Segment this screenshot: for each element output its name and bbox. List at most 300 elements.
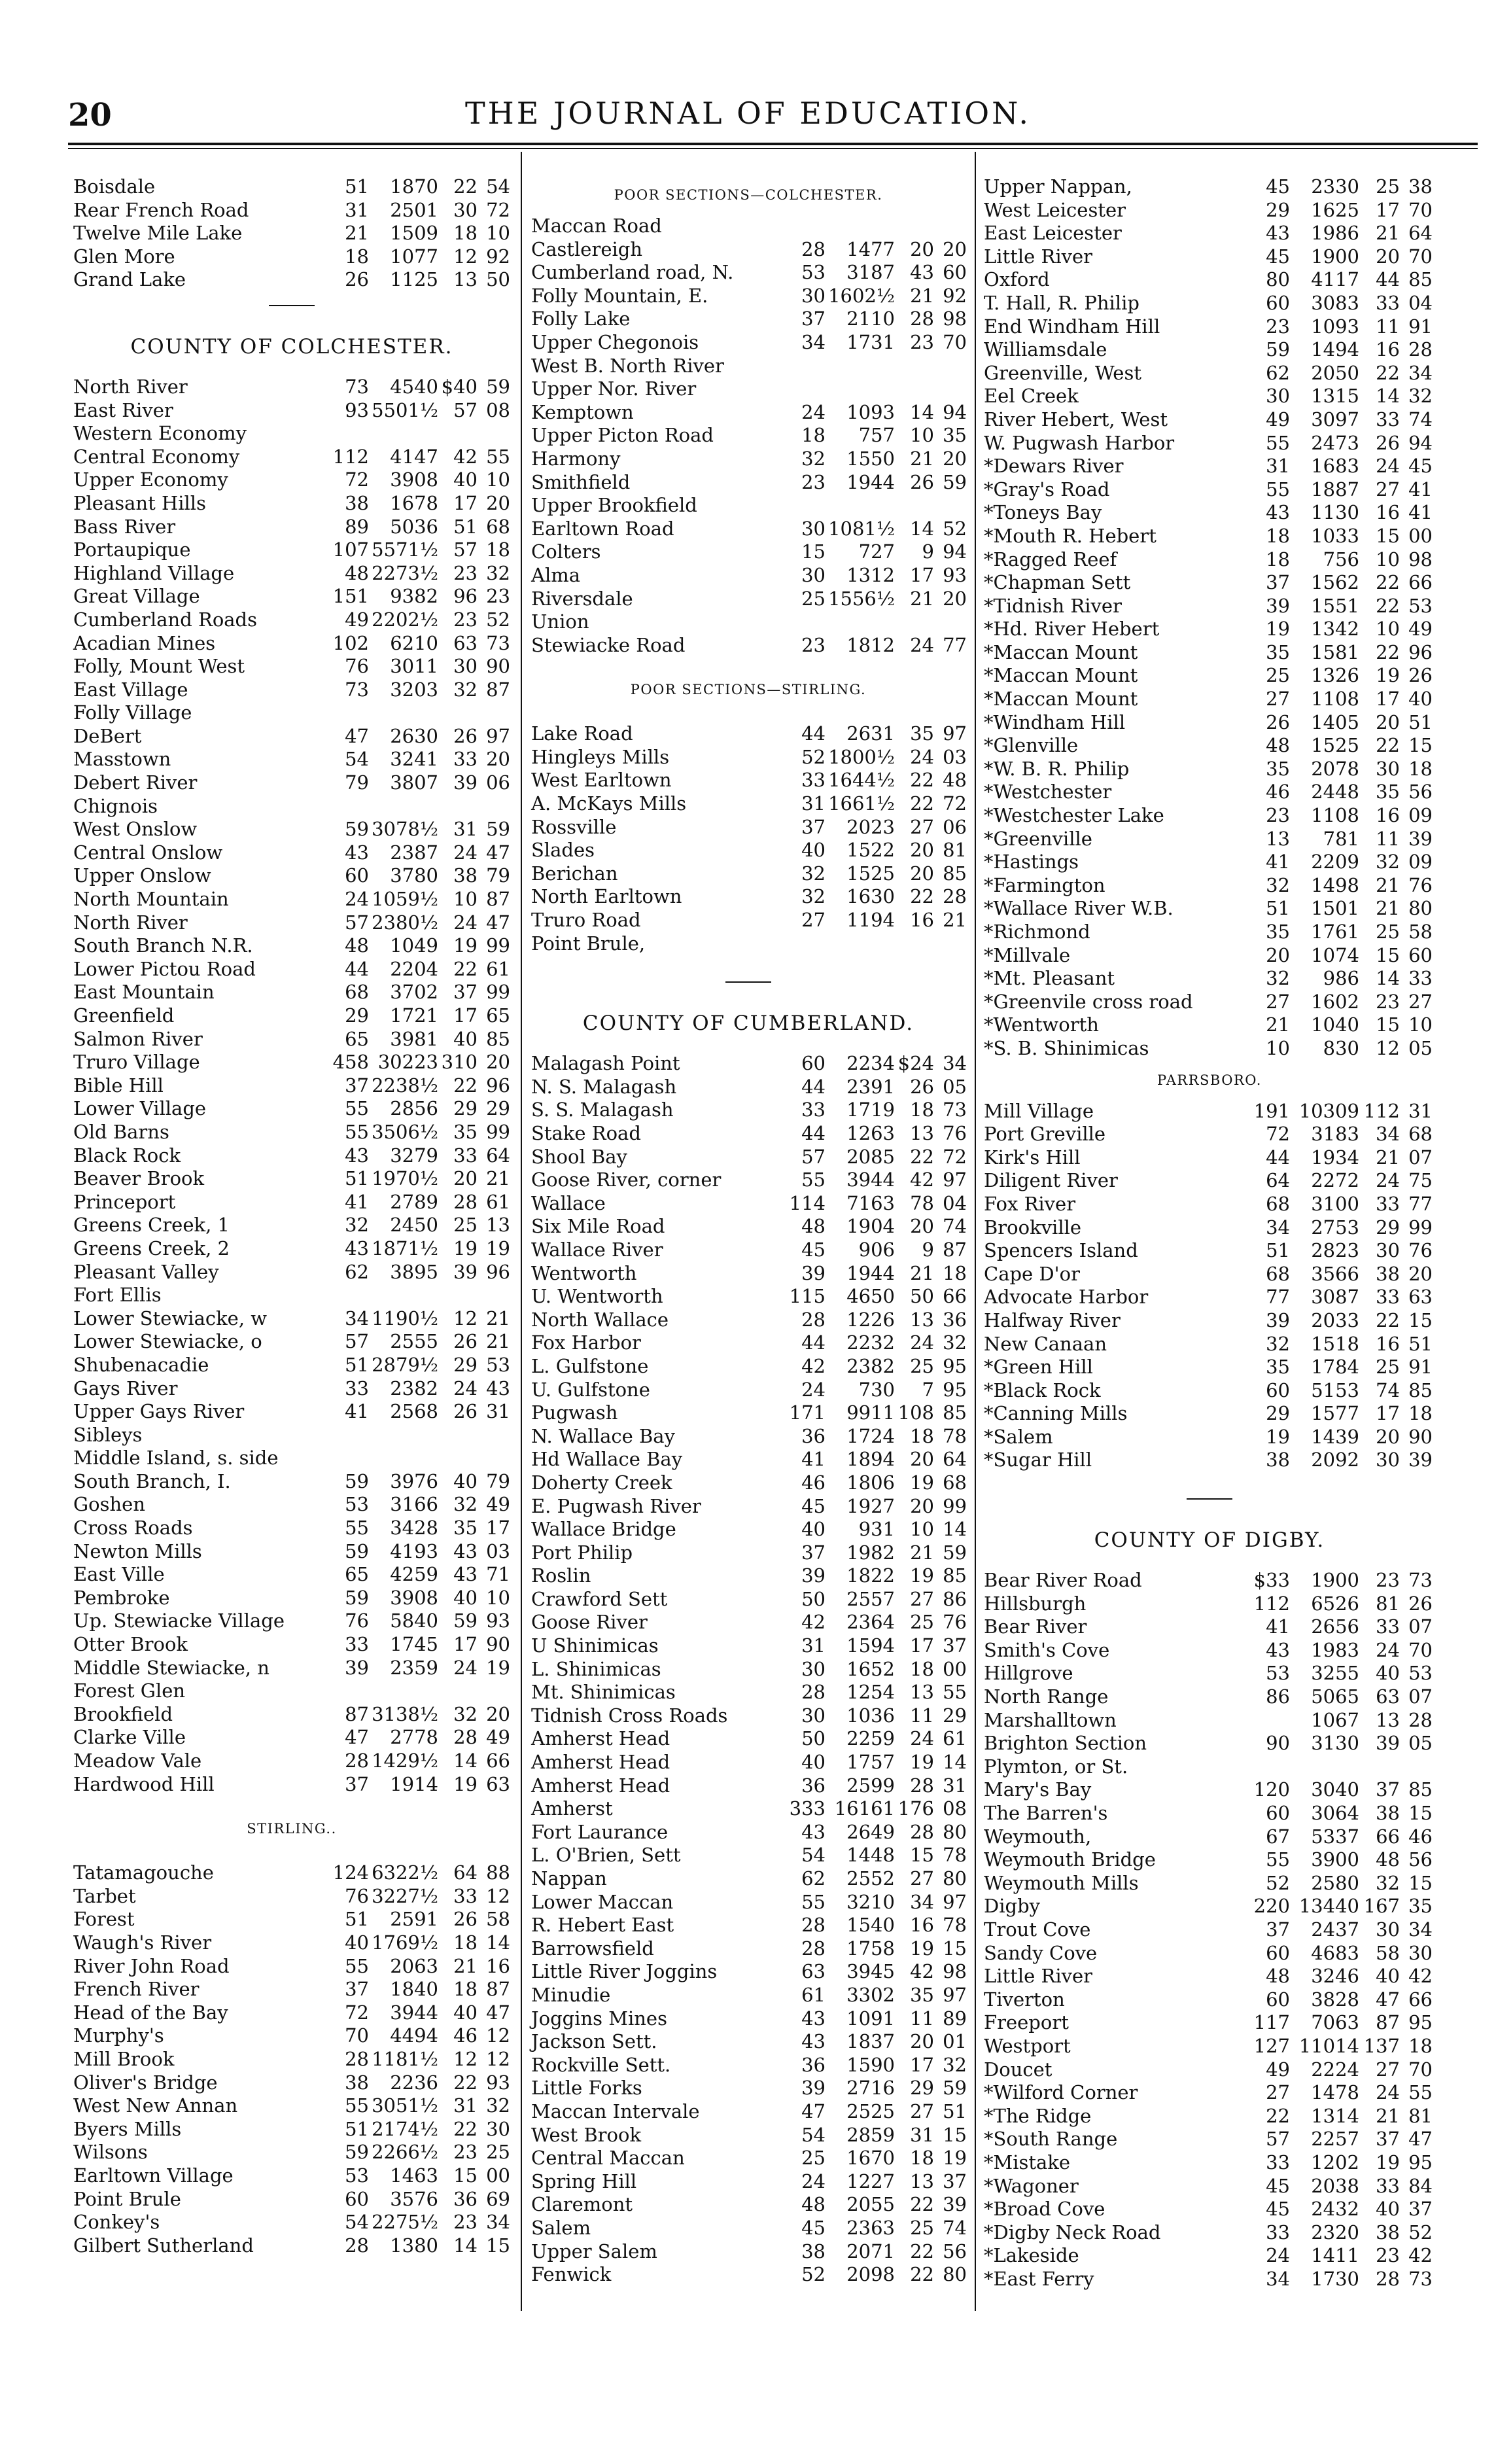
- value-cell-v3: 22: [1376, 594, 1400, 617]
- value-cell-v3: 35: [453, 1517, 478, 1540]
- value-cell-v4: 42: [1408, 1965, 1433, 1988]
- value-cell-v1: 60: [345, 2187, 369, 2210]
- value-cell-v4: 64: [1408, 222, 1433, 245]
- value-cell-v1: 458: [332, 1051, 369, 1074]
- value-cell-v3: 34: [910, 1890, 934, 1913]
- table-row: [73, 725, 510, 748]
- value-cell-v3: 26: [910, 1075, 934, 1098]
- value-cell-v1: 13: [1266, 827, 1290, 850]
- value-cell-v2: 5571½: [372, 538, 438, 561]
- value-cell-v1: 29: [1266, 198, 1290, 221]
- value-cell-v3: 27: [910, 1867, 934, 1890]
- value-cell-v3: 30: [1376, 1449, 1400, 1471]
- value-cell-v1: 38: [345, 491, 369, 514]
- value-cell-v2: 1594: [846, 1634, 895, 1657]
- value-cell-v4: 10: [1408, 1013, 1433, 1036]
- value-cell-v4: 69: [486, 2187, 510, 2210]
- value-cell-v2: 4540: [390, 375, 438, 398]
- section-name: T. Hall, R. Philip: [984, 291, 1139, 314]
- value-cell-v3: 35: [910, 722, 934, 745]
- value-cell-v4: 91: [1408, 315, 1433, 338]
- value-cell-v4: 03: [943, 745, 967, 768]
- value-cell-v3: 19: [453, 1772, 478, 1795]
- section-name: Spring Hill: [531, 2170, 637, 2192]
- spacer: [984, 1472, 1435, 1485]
- value-cell-v4: 97: [486, 724, 510, 747]
- value-cell-v1: 26: [345, 268, 369, 291]
- value-cell-v1: 59: [345, 1470, 369, 1492]
- value-cell-v2: 2174½: [372, 2117, 438, 2140]
- section-name: Amherst Head: [531, 1727, 670, 1750]
- value-cell-v3: 21: [1376, 2104, 1400, 2127]
- value-cell-v2: 1556½: [828, 587, 895, 610]
- value-cell-v2: 3944: [846, 1169, 895, 1191]
- section-divider: [73, 292, 510, 318]
- table-row: [531, 1331, 965, 1355]
- value-cell-v4: 18: [1408, 1402, 1433, 1425]
- value-cell-v4: 77: [1408, 1192, 1433, 1215]
- section-name: East Village: [73, 678, 188, 701]
- value-cell-v4: 99: [486, 934, 510, 957]
- section-name: *Maccan Mount: [984, 688, 1138, 711]
- value-cell-v3: 33: [1376, 1615, 1400, 1638]
- value-cell-v4: 43: [486, 1377, 510, 1399]
- value-cell-v4: 71: [486, 1563, 510, 1586]
- value-cell-v1: 115: [789, 1285, 826, 1308]
- section-name: U Shinimicas: [531, 1634, 659, 1657]
- value-cell-v2: 1059½: [372, 888, 438, 911]
- table-row: [73, 1703, 510, 1727]
- value-cell-v3: 18: [910, 2147, 934, 2170]
- table-row: [984, 2244, 1435, 2268]
- value-cell-v4: 87: [486, 1978, 510, 2001]
- section-name: Bear River: [984, 1615, 1087, 1638]
- value-cell-v3: 17: [1376, 688, 1400, 711]
- table-row: [984, 758, 1435, 781]
- value-cell-v3: 29: [910, 2077, 934, 2100]
- value-cell-v3: 20: [910, 1448, 934, 1471]
- value-cell-v3: 28: [910, 1820, 934, 1843]
- value-cell-v2: 2437: [1311, 1918, 1359, 1941]
- value-cell-v2: 1721: [390, 1004, 438, 1027]
- value-cell-v1: 53: [801, 261, 826, 284]
- value-cell-v1: 55: [801, 1169, 826, 1191]
- value-cell-v1: 32: [345, 1214, 369, 1237]
- value-cell-v4: 70: [1408, 1638, 1433, 1661]
- value-cell-v2: 1130: [1311, 501, 1359, 524]
- section-name: *Wagoner: [984, 2174, 1079, 2197]
- value-cell-v2: 1730: [1311, 2267, 1359, 2290]
- table-row: [531, 1355, 965, 1379]
- value-cell-v1: 30: [1266, 385, 1290, 408]
- value-cell-v1: 22: [1266, 2104, 1290, 2127]
- table-row: [984, 1449, 1435, 1472]
- value-cell-v2: 1970½: [372, 1167, 438, 1190]
- value-cell-v2: 1719: [846, 1099, 895, 1121]
- value-cell-v3: 137: [1363, 2034, 1400, 2057]
- section-name: Upper Salem: [531, 2240, 657, 2262]
- value-cell-v2: 1342: [1311, 618, 1359, 641]
- value-cell-v4: 68: [1408, 1123, 1433, 1146]
- value-cell-v2: 6322½: [372, 1861, 438, 1884]
- table-row: [73, 268, 510, 292]
- value-cell-v3: 22: [453, 2071, 478, 2094]
- value-cell-v3: 21: [910, 1541, 934, 1564]
- value-cell-v2: 1678: [390, 491, 438, 514]
- section-name: Upper Chegonois: [531, 330, 699, 353]
- section-name: Freeport: [984, 2011, 1069, 2034]
- value-cell-v4: 18: [943, 1261, 967, 1284]
- value-cell-v4: 90: [1408, 1425, 1433, 1448]
- value-cell-v4: 13: [486, 1214, 510, 1237]
- value-cell-v4: 94: [1408, 431, 1433, 454]
- value-cell-v4: 76: [1408, 1239, 1433, 1262]
- section-name: Little River: [984, 245, 1093, 268]
- value-cell-v1: 33: [345, 1377, 369, 1399]
- section-name: Digby: [984, 1895, 1041, 1918]
- table-row: [73, 562, 510, 586]
- value-cell-v1: 34: [1266, 1216, 1290, 1239]
- table-row: [531, 215, 965, 238]
- value-cell-v2: 1602½: [828, 284, 895, 307]
- section-name: Fox Harbor: [531, 1331, 641, 1354]
- value-cell-v2: 1108: [1311, 804, 1359, 827]
- table-row: [531, 1821, 965, 1844]
- value-cell-v2: 1380: [390, 2234, 438, 2257]
- value-cell-v4: 16: [486, 1954, 510, 1977]
- value-cell-v3: 22: [910, 2263, 934, 2286]
- section-name: Upper Picton Road: [531, 424, 714, 447]
- value-cell-v1: 171: [789, 1401, 826, 1424]
- value-cell-v1: 47: [345, 724, 369, 747]
- section-name: Folly Village: [73, 701, 192, 724]
- value-cell-v2: 3828: [1311, 1988, 1359, 2011]
- value-cell-v4: 21: [486, 1330, 510, 1353]
- value-cell-v2: 13440: [1298, 1895, 1359, 1918]
- table-row: [531, 1239, 965, 1262]
- table-row: [531, 1867, 965, 1891]
- section-name: Tidnish Cross Roads: [531, 1704, 728, 1727]
- value-cell-v3: 42: [910, 1169, 934, 1191]
- table-row: [73, 376, 510, 399]
- value-cell-v3: 21: [1376, 897, 1400, 920]
- value-cell-v2: 2599: [846, 1774, 895, 1797]
- section-name: North Range: [984, 1685, 1109, 1708]
- section-name: Hardwood Hill: [73, 1772, 215, 1795]
- section-name: Cumberland Roads: [73, 608, 258, 631]
- section-name: *Windham Hill: [984, 711, 1126, 733]
- value-cell-v2: 1463: [390, 2164, 438, 2187]
- section-name: *Greenvile cross road: [984, 990, 1193, 1013]
- value-cell-v1: 41: [801, 1448, 826, 1471]
- value-cell-v1: 52: [1266, 1871, 1290, 1894]
- value-cell-v3: 39: [453, 1260, 478, 1283]
- value-cell-v1: 60: [1266, 291, 1290, 314]
- table-row: [984, 2151, 1435, 2175]
- value-cell-v3: 32: [1376, 1871, 1400, 1894]
- value-cell-v1: 30: [801, 1704, 826, 1727]
- section-name: Earltown Village: [73, 2164, 234, 2187]
- section-name: Port Greville: [984, 1123, 1106, 1146]
- table-row: [73, 516, 510, 539]
- value-cell-v1: 70: [345, 2024, 369, 2047]
- value-cell-v1: 55: [345, 1517, 369, 1540]
- value-cell-v1: 51: [1266, 1239, 1290, 1262]
- value-cell-v2: 1254: [846, 1681, 895, 1704]
- value-cell-v4: 96: [1408, 641, 1433, 663]
- value-cell-v4: 99: [1408, 1216, 1433, 1239]
- table-row: [531, 2217, 965, 2240]
- table-row: [531, 722, 965, 746]
- value-cell-v4: 63: [1408, 1286, 1433, 1309]
- value-cell-v2: 3945: [846, 1960, 895, 1983]
- value-cell-v3: 9: [922, 1238, 934, 1261]
- table-row: [531, 1588, 965, 1611]
- value-cell-v1: 24: [801, 400, 826, 423]
- table-row: [73, 2024, 510, 2048]
- value-cell-v3: 19: [910, 1471, 934, 1494]
- section-name: Mt. Shinimicas: [531, 1681, 676, 1704]
- value-cell-v1: 32: [801, 447, 826, 470]
- value-cell-v4: 85: [943, 1564, 967, 1587]
- table-row: [73, 1908, 510, 1931]
- section-name: Crawford Sett: [531, 1587, 668, 1610]
- table-row: [531, 1052, 965, 1076]
- section-name: West Brook: [531, 2123, 642, 2146]
- value-cell-v2: 2038: [1311, 2174, 1359, 2197]
- table-row: [531, 816, 965, 839]
- value-cell-v3: 87: [1376, 2011, 1400, 2034]
- table-row: [531, 1099, 965, 1122]
- value-cell-v3: 13: [910, 1681, 934, 1704]
- table-row: [73, 1978, 510, 2001]
- section-name: Fenwick: [531, 2263, 612, 2286]
- value-cell-v4: 86: [943, 1587, 967, 1610]
- value-cell-v2: 1812: [846, 633, 895, 656]
- value-cell-v3: 15: [910, 1844, 934, 1867]
- value-cell-v4: 21: [486, 1167, 510, 1190]
- section-name: Sandy Cove: [984, 1941, 1098, 1964]
- section-name: Brighton Section: [984, 1732, 1147, 1755]
- value-cell-v3: 14: [1376, 967, 1400, 990]
- value-cell-v2: 1758: [846, 1937, 895, 1960]
- value-cell-v2: 1602: [1311, 990, 1359, 1013]
- section-name: Pleasant Valley: [73, 1260, 219, 1283]
- value-cell-v4: 80: [943, 1820, 967, 1843]
- section-name: Smithfield: [531, 470, 631, 493]
- value-cell-v3: 40: [1376, 1965, 1400, 1988]
- value-cell-v1: 57: [345, 911, 369, 934]
- value-cell-v2: 1769½: [372, 1931, 438, 1954]
- value-cell-v4: 12: [486, 2024, 510, 2047]
- value-cell-v3: 9: [922, 540, 934, 563]
- value-cell-v1: 41: [345, 1190, 369, 1213]
- value-cell-v3: 16: [1376, 1332, 1400, 1355]
- section-name: Conkey's: [73, 2211, 160, 2234]
- section-name: River John Road: [73, 1954, 230, 1977]
- value-cell-v4: 74: [1408, 408, 1433, 431]
- value-cell-v1: 65: [345, 1027, 369, 1050]
- value-cell-v1: 36: [801, 2053, 826, 2076]
- section-name: *South Range: [984, 2128, 1118, 2151]
- value-cell-v4: 98: [1408, 548, 1433, 571]
- table-row: [984, 1872, 1435, 1895]
- section-name: N. S. Malagash: [531, 1075, 677, 1098]
- value-cell-v3: 22: [1376, 361, 1400, 384]
- section-name: Stake Road: [531, 1122, 641, 1144]
- value-cell-v4: 85: [1408, 1778, 1433, 1801]
- value-cell-v4: 66: [943, 1285, 967, 1308]
- value-cell-v1: 37: [345, 1978, 369, 2001]
- value-cell-v2: 1927: [846, 1494, 895, 1517]
- value-cell-v1: 48: [801, 1215, 826, 1238]
- section-name: Old Barns: [73, 1120, 169, 1143]
- table-row: [73, 1191, 510, 1214]
- value-cell-v2: 1194: [846, 909, 895, 932]
- section-name: Pugwash: [531, 1401, 618, 1424]
- table-row: [73, 1237, 510, 1261]
- section-name: Lower Stewiacke, o: [73, 1330, 262, 1353]
- spacer: [531, 709, 965, 722]
- value-cell-v2: 1894: [846, 1448, 895, 1471]
- value-cell-v1: 42: [801, 1354, 826, 1377]
- value-cell-v3: 15: [1376, 1013, 1400, 1036]
- value-cell-v2: 1108: [1311, 688, 1359, 711]
- value-cell-v1: 68: [345, 981, 369, 1004]
- value-cell-v4: 70: [1408, 245, 1433, 268]
- table-row: [984, 2221, 1435, 2245]
- table-row: [531, 610, 965, 634]
- section-name: Lower Pictou Road: [73, 957, 256, 980]
- value-cell-v1: 28: [345, 2047, 369, 2070]
- value-cell-v2: 2320: [1311, 2221, 1359, 2244]
- value-cell-v1: 48: [345, 934, 369, 957]
- value-cell-v1: 44: [801, 1075, 826, 1098]
- section-name: Harmony: [531, 447, 621, 470]
- value-cell-v1: 55: [801, 1890, 826, 1913]
- value-cell-v3: 38: [1376, 1802, 1400, 1824]
- table-row: [984, 2081, 1435, 2105]
- section-name: Malagash Point: [531, 1052, 680, 1075]
- value-cell-v1: 40: [801, 1518, 826, 1541]
- value-cell-v3: 42: [910, 1960, 934, 1983]
- value-cell-v4: 15: [1408, 1871, 1433, 1894]
- table-row: [984, 1593, 1435, 1616]
- value-cell-v2: 1518: [1311, 1332, 1359, 1355]
- table-row: [73, 981, 510, 1004]
- value-cell-v3: 43: [910, 261, 934, 284]
- value-cell-v1: 127: [1253, 2034, 1290, 2057]
- table-row: [531, 1681, 965, 1704]
- value-cell-v2: 1074: [1311, 943, 1359, 966]
- section-name: Jackson Sett.: [531, 2030, 657, 2053]
- value-cell-v1: 102: [332, 631, 369, 654]
- table-row: [531, 1891, 965, 1914]
- value-cell-v3: 27: [1376, 2058, 1400, 2081]
- value-cell-v3: 23: [1376, 990, 1400, 1013]
- section-name: Rossville: [531, 815, 617, 838]
- value-cell-v4: 61: [486, 1190, 510, 1213]
- section-name: Rear French Road: [73, 198, 249, 221]
- value-cell-v4: 20: [1408, 1262, 1433, 1285]
- table-row: [531, 2147, 965, 2170]
- value-cell-v1: 47: [801, 2100, 826, 2122]
- section-name: Lower Stewiacke, w: [73, 1307, 268, 1329]
- value-cell-v2: 3203: [390, 678, 438, 701]
- value-cell-v3: 78: [910, 1191, 934, 1214]
- value-cell-v1: 33: [801, 769, 826, 792]
- section-name: Glen More: [73, 245, 175, 268]
- value-cell-v2: 2202½: [372, 608, 438, 631]
- section-heading: COUNTY OF DIGBY.: [1094, 1528, 1325, 1553]
- table-row: [73, 748, 510, 771]
- value-cell-v1: 90: [1266, 1732, 1290, 1755]
- table-row: [73, 1563, 510, 1587]
- table-row: [73, 245, 510, 269]
- table-row: [73, 958, 510, 981]
- section-name: *Canning Mills: [984, 1402, 1128, 1425]
- value-cell-v3: 13: [910, 1122, 934, 1144]
- table-row: [984, 595, 1435, 618]
- section-name: *Maccan Mount: [984, 641, 1138, 663]
- value-cell-v1: 30: [801, 563, 826, 586]
- section-name: Hingleys Mills: [531, 745, 670, 768]
- value-cell-v2: 1630: [846, 885, 895, 908]
- value-cell-v3: 42: [453, 445, 478, 468]
- section-name: DeBert: [73, 724, 142, 747]
- table-row: [531, 1704, 965, 1728]
- value-cell-v4: 37: [943, 1634, 967, 1657]
- value-cell-v2: 1478: [1311, 2081, 1359, 2104]
- section-name: Portaupique: [73, 538, 191, 561]
- spacer: [73, 1848, 510, 1861]
- value-cell-v1: 28: [345, 1750, 369, 1772]
- section-name: Amherst Head: [531, 1751, 670, 1774]
- value-cell-v4: 45: [1408, 455, 1433, 478]
- value-cell-v1: 36: [801, 1774, 826, 1797]
- table-row: [984, 1988, 1435, 2012]
- value-cell-v3: 19: [910, 1751, 934, 1774]
- value-cell-v4: 00: [943, 1657, 967, 1680]
- table-row: [531, 1425, 965, 1449]
- table-row: [984, 1918, 1435, 1942]
- value-cell-v2: 2055: [846, 2193, 895, 2216]
- value-cell-v3: 23: [453, 2211, 478, 2234]
- section-name: Greens Creek, 1: [73, 1214, 230, 1237]
- value-cell-v4: 78: [943, 1424, 967, 1447]
- section-name: Head of the Bay: [73, 2001, 228, 2024]
- value-cell-v3: 15: [453, 2164, 478, 2187]
- section-name: Goose River: [531, 1611, 648, 1634]
- value-cell-v2: 1761: [1311, 921, 1359, 943]
- value-cell-v3: 23: [453, 608, 478, 631]
- value-cell-v4: 52: [486, 608, 510, 631]
- table-row: [73, 1517, 510, 1540]
- table-row: [984, 1709, 1435, 1733]
- section-name: Weymouth,: [984, 1825, 1092, 1848]
- value-cell-v1: 32: [801, 885, 826, 908]
- value-cell-v2: 3064: [1311, 1802, 1359, 1824]
- section-name: *Toneys Bay: [984, 501, 1102, 524]
- value-cell-v1: 59: [1266, 338, 1290, 361]
- table-row: [984, 2175, 1435, 2198]
- value-cell-v3: 11: [1376, 827, 1400, 850]
- value-cell-v3: 22: [910, 1145, 934, 1168]
- section-name: Newton Mills: [73, 1540, 202, 1562]
- value-cell-v4: 79: [486, 864, 510, 887]
- section-name: Brookfield: [73, 1702, 173, 1725]
- value-cell-v2: 1091: [846, 2007, 895, 2030]
